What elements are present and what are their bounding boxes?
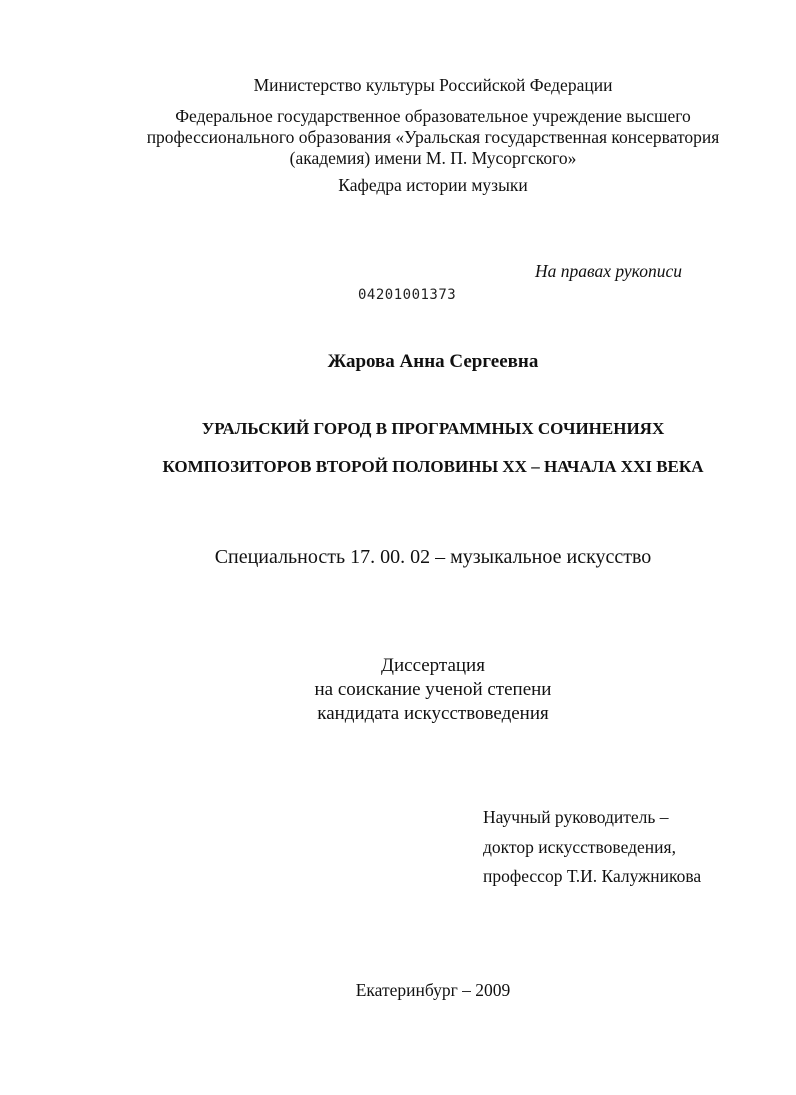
- dissertation-line-3: кандидата искусствоведения: [317, 703, 549, 724]
- institution-line-1: Федеральное государственное образовательное учреждение высшего: [175, 106, 691, 126]
- supervisor-line-2: доктор искусствоведения,: [483, 837, 676, 857]
- institution-line-2: профессионального образования «Уральская государственная консерватория: [146, 127, 720, 147]
- city-year: Екатеринбург – 2009: [355, 980, 511, 1000]
- ministry-name: Министерство культуры Российской Федерации: [253, 75, 613, 95]
- dissertation-line-2: на соискание ученой степени: [314, 679, 552, 700]
- title-line-2: КОМПОЗИТОРОВ ВТОРОЙ ПОЛОВИНЫ XX – НАЧАЛА XXI ВЕКА: [162, 457, 704, 476]
- specialty: Специальность 17. 00. 02 – музыкальное искусство: [214, 546, 652, 568]
- supervisor-line-3: профессор Т.И. Калужникова: [483, 866, 702, 886]
- institution-line-3: (академия) имени М. П. Мусоргского»: [289, 148, 577, 168]
- dissertation-line-1: Диссертация: [381, 655, 485, 676]
- document-id: 04201001373: [358, 287, 457, 303]
- manuscript-note: На правах рукописи: [535, 261, 682, 281]
- supervisor-line-1: Научный руководитель –: [483, 807, 669, 827]
- title-line-1: УРАЛЬСКИЙ ГОРОД В ПРОГРАММНЫХ СОЧИНЕНИЯХ: [201, 419, 665, 438]
- department-name: Кафедра истории музыки: [338, 175, 528, 195]
- author-name: Жарова Анна Сергеевна: [327, 351, 539, 372]
